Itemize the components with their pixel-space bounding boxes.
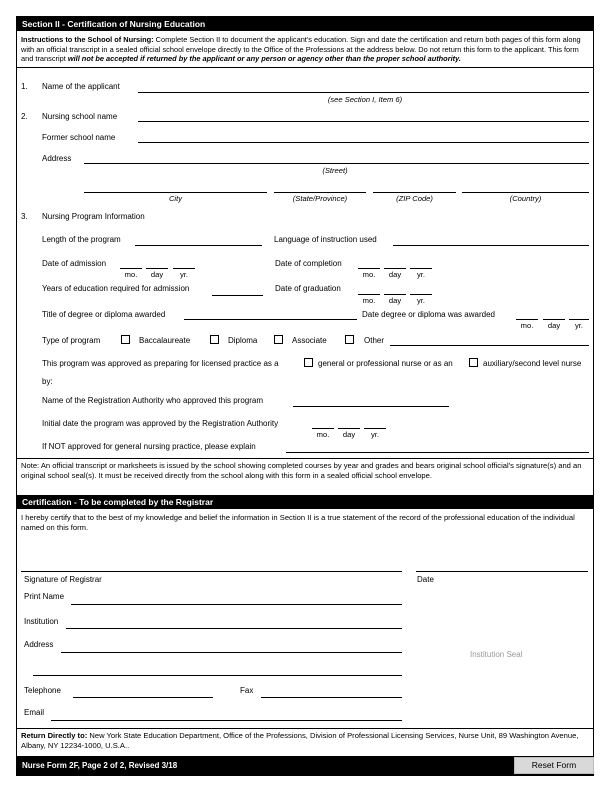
date-part-yr: yr. [370,430,380,439]
institution-label: Institution [24,617,59,626]
item-number-1: 1. [21,82,28,91]
signature-label: Signature of Registrar [24,575,102,584]
admission-day-field[interactable] [146,268,168,269]
graduation-day-field[interactable] [384,294,406,295]
years-field[interactable] [212,295,263,296]
years-label: Years of education required for admission [42,284,190,293]
date-part-yr: yr. [416,296,426,305]
city-field[interactable] [84,192,267,193]
registrar-address-field-1[interactable] [61,652,402,653]
authority-field[interactable] [293,406,449,407]
signature-field[interactable] [21,571,402,572]
institution-seal-placeholder: Institution Seal [470,650,523,659]
date-part-day: day [342,430,356,439]
registrar-address-label: Address [24,640,54,649]
date-part-day: day [150,270,164,279]
program-info-label: Nursing Program Information [42,212,145,221]
street-caption: (Street) [322,166,348,175]
date-field[interactable] [416,571,588,572]
zip-field[interactable] [373,192,456,193]
fax-label: Fax [240,686,254,695]
initial-date-label: Initial date the program was approved by the Registration Authority [42,419,279,428]
awarded-day-field[interactable] [543,319,565,320]
section-title: Section II - Certification of Nursing Education [16,17,594,31]
country-field[interactable] [462,192,589,193]
other-checkbox[interactable] [345,335,354,344]
reset-form-button[interactable]: Reset Form [514,757,594,774]
country-caption: (Country) [509,194,542,203]
divider [16,67,594,68]
date-part-day: day [547,321,561,330]
email-field[interactable] [51,720,402,721]
print-name-field[interactable] [71,604,402,605]
instructions-emphasis: will not be accepted if returned by the applicant or any person or agency other than the proper school authority. [67,54,461,64]
date-part-day: day [388,270,402,279]
state-field[interactable] [274,192,366,193]
admission-label: Date of admission [42,259,107,268]
auxiliary-nurse-checkbox[interactable] [469,358,478,367]
not-approved-field[interactable] [286,452,589,453]
instructions [21,35,589,64]
awarded-year-field[interactable] [569,319,589,320]
divider [16,728,594,729]
initial-year-field[interactable] [364,428,386,429]
certification-title: Certification - To be completed by the Registrar [16,495,594,509]
awarded-month-field[interactable] [516,319,538,320]
by-label: by: [42,377,53,386]
approved-text-1: This program was approved as preparing for licensed practice as a [42,359,279,368]
date-label: Date [417,575,434,584]
telephone-label: Telephone [24,686,61,695]
date-part-yr: yr. [179,270,189,279]
associate-label: Associate [292,336,327,345]
print-name-label: Print Name [24,592,65,601]
baccalaureate-label: Baccalaureate [139,336,191,345]
graduation-year-field[interactable] [410,294,432,295]
school-name-field[interactable] [138,121,589,122]
completion-day-field[interactable] [384,268,406,269]
date-part-mo: mo. [520,321,534,330]
city-caption: City [168,194,183,203]
return-label: Return Directly to: [21,731,88,740]
date-part-yr: yr. [574,321,584,330]
date-part-mo: mo. [362,296,376,305]
address-label: Address [42,154,72,163]
date-part-mo: mo. [316,430,330,439]
applicant-name-field[interactable] [138,92,589,93]
general-nurse-checkbox[interactable] [304,358,313,367]
completion-month-field[interactable] [358,268,380,269]
former-school-field[interactable] [138,142,589,143]
return-address [21,731,589,750]
school-name-label: Nursing school name [42,112,118,121]
applicant-label: Name of the applicant [42,82,120,91]
instructions-text: Complete Section II to document the applicant's education. Sign and date the certification and return both pages of this form along with an official transcript in a sealed official school envelope directly to the Office of the Professions at the address below. Do not return this form to the applicant. This form and transcript [21,35,581,64]
graduation-month-field[interactable] [358,294,380,295]
admission-year-field[interactable] [173,268,195,269]
divider [16,458,594,459]
degree-title-field[interactable] [184,319,357,320]
language-label: Language of instruction used [274,235,377,244]
not-approved-label: If NOT approved for general nursing practice, please explain [42,442,256,451]
instructions-label: Instructions to the School of Nursing: [21,35,154,44]
form-id: Nurse Form 2F, Page 2 of 2, Revised 3/18 [22,761,178,770]
other-label: Other [364,336,385,345]
item-number-3: 3. [21,212,28,221]
date-part-mo: mo. [362,270,376,279]
date-part-yr: yr. [416,270,426,279]
state-caption: (State/Province) [292,194,348,203]
approved-text-3: auxiliary/second level nurse [483,359,582,368]
length-field[interactable] [135,245,262,246]
language-field[interactable] [393,245,589,246]
baccalaureate-checkbox[interactable] [121,335,130,344]
approved-text-2: general or professional nurse or as an [318,359,453,368]
certification-statement: I hereby certify that to the best of my knowledge and belief the information in Section II is a true statement of the record of the professional education of the individual named on this form. [21,513,575,532]
former-school-label: Former school name [42,133,116,142]
date-part-day: day [388,296,402,305]
program-type-label: Type of program [42,336,101,345]
length-label: Length of the program [42,235,121,244]
telephone-field[interactable] [73,697,213,698]
email-label: Email [24,708,45,717]
degree-title-label: Title of degree or diploma awarded [42,310,166,319]
authority-label: Name of the Registration Authority who approved this program [42,396,264,405]
date-awarded-label: Date degree or diploma was awarded [362,310,495,319]
initial-month-field[interactable] [312,428,334,429]
associate-checkbox[interactable] [274,335,283,344]
transcript-note: Note: An official transcript or marksheets is issued by the school showing completed courses by year and grades and bears original school official's signature(s) and an original school seal(s). It must be received directly from the school along with this form in a sealed official school envelope. [21,461,582,480]
admission-month-field[interactable] [120,268,142,269]
institution-field[interactable] [66,628,402,629]
diploma-label: Diploma [228,336,258,345]
applicant-note: (see Section I, Item 6) [327,95,403,104]
other-field[interactable] [390,345,589,346]
street-field[interactable] [84,163,589,164]
completion-label: Date of completion [275,259,342,268]
graduation-label: Date of graduation [275,284,341,293]
initial-day-field[interactable] [338,428,360,429]
completion-year-field[interactable] [410,268,432,269]
fax-field[interactable] [261,697,402,698]
zip-caption: (ZIP Code) [396,194,433,203]
registrar-address-field-2[interactable] [33,675,402,676]
diploma-checkbox[interactable] [210,335,219,344]
return-text: New York State Education Department, Office of the Professions, Division of Professional Licensing Services, Nurse Unit, 89 Washington Avenue, Albany, NY 12234-1000, U.S.A.. [21,731,579,750]
item-number-2: 2. [21,112,28,121]
date-part-mo: mo. [124,270,138,279]
